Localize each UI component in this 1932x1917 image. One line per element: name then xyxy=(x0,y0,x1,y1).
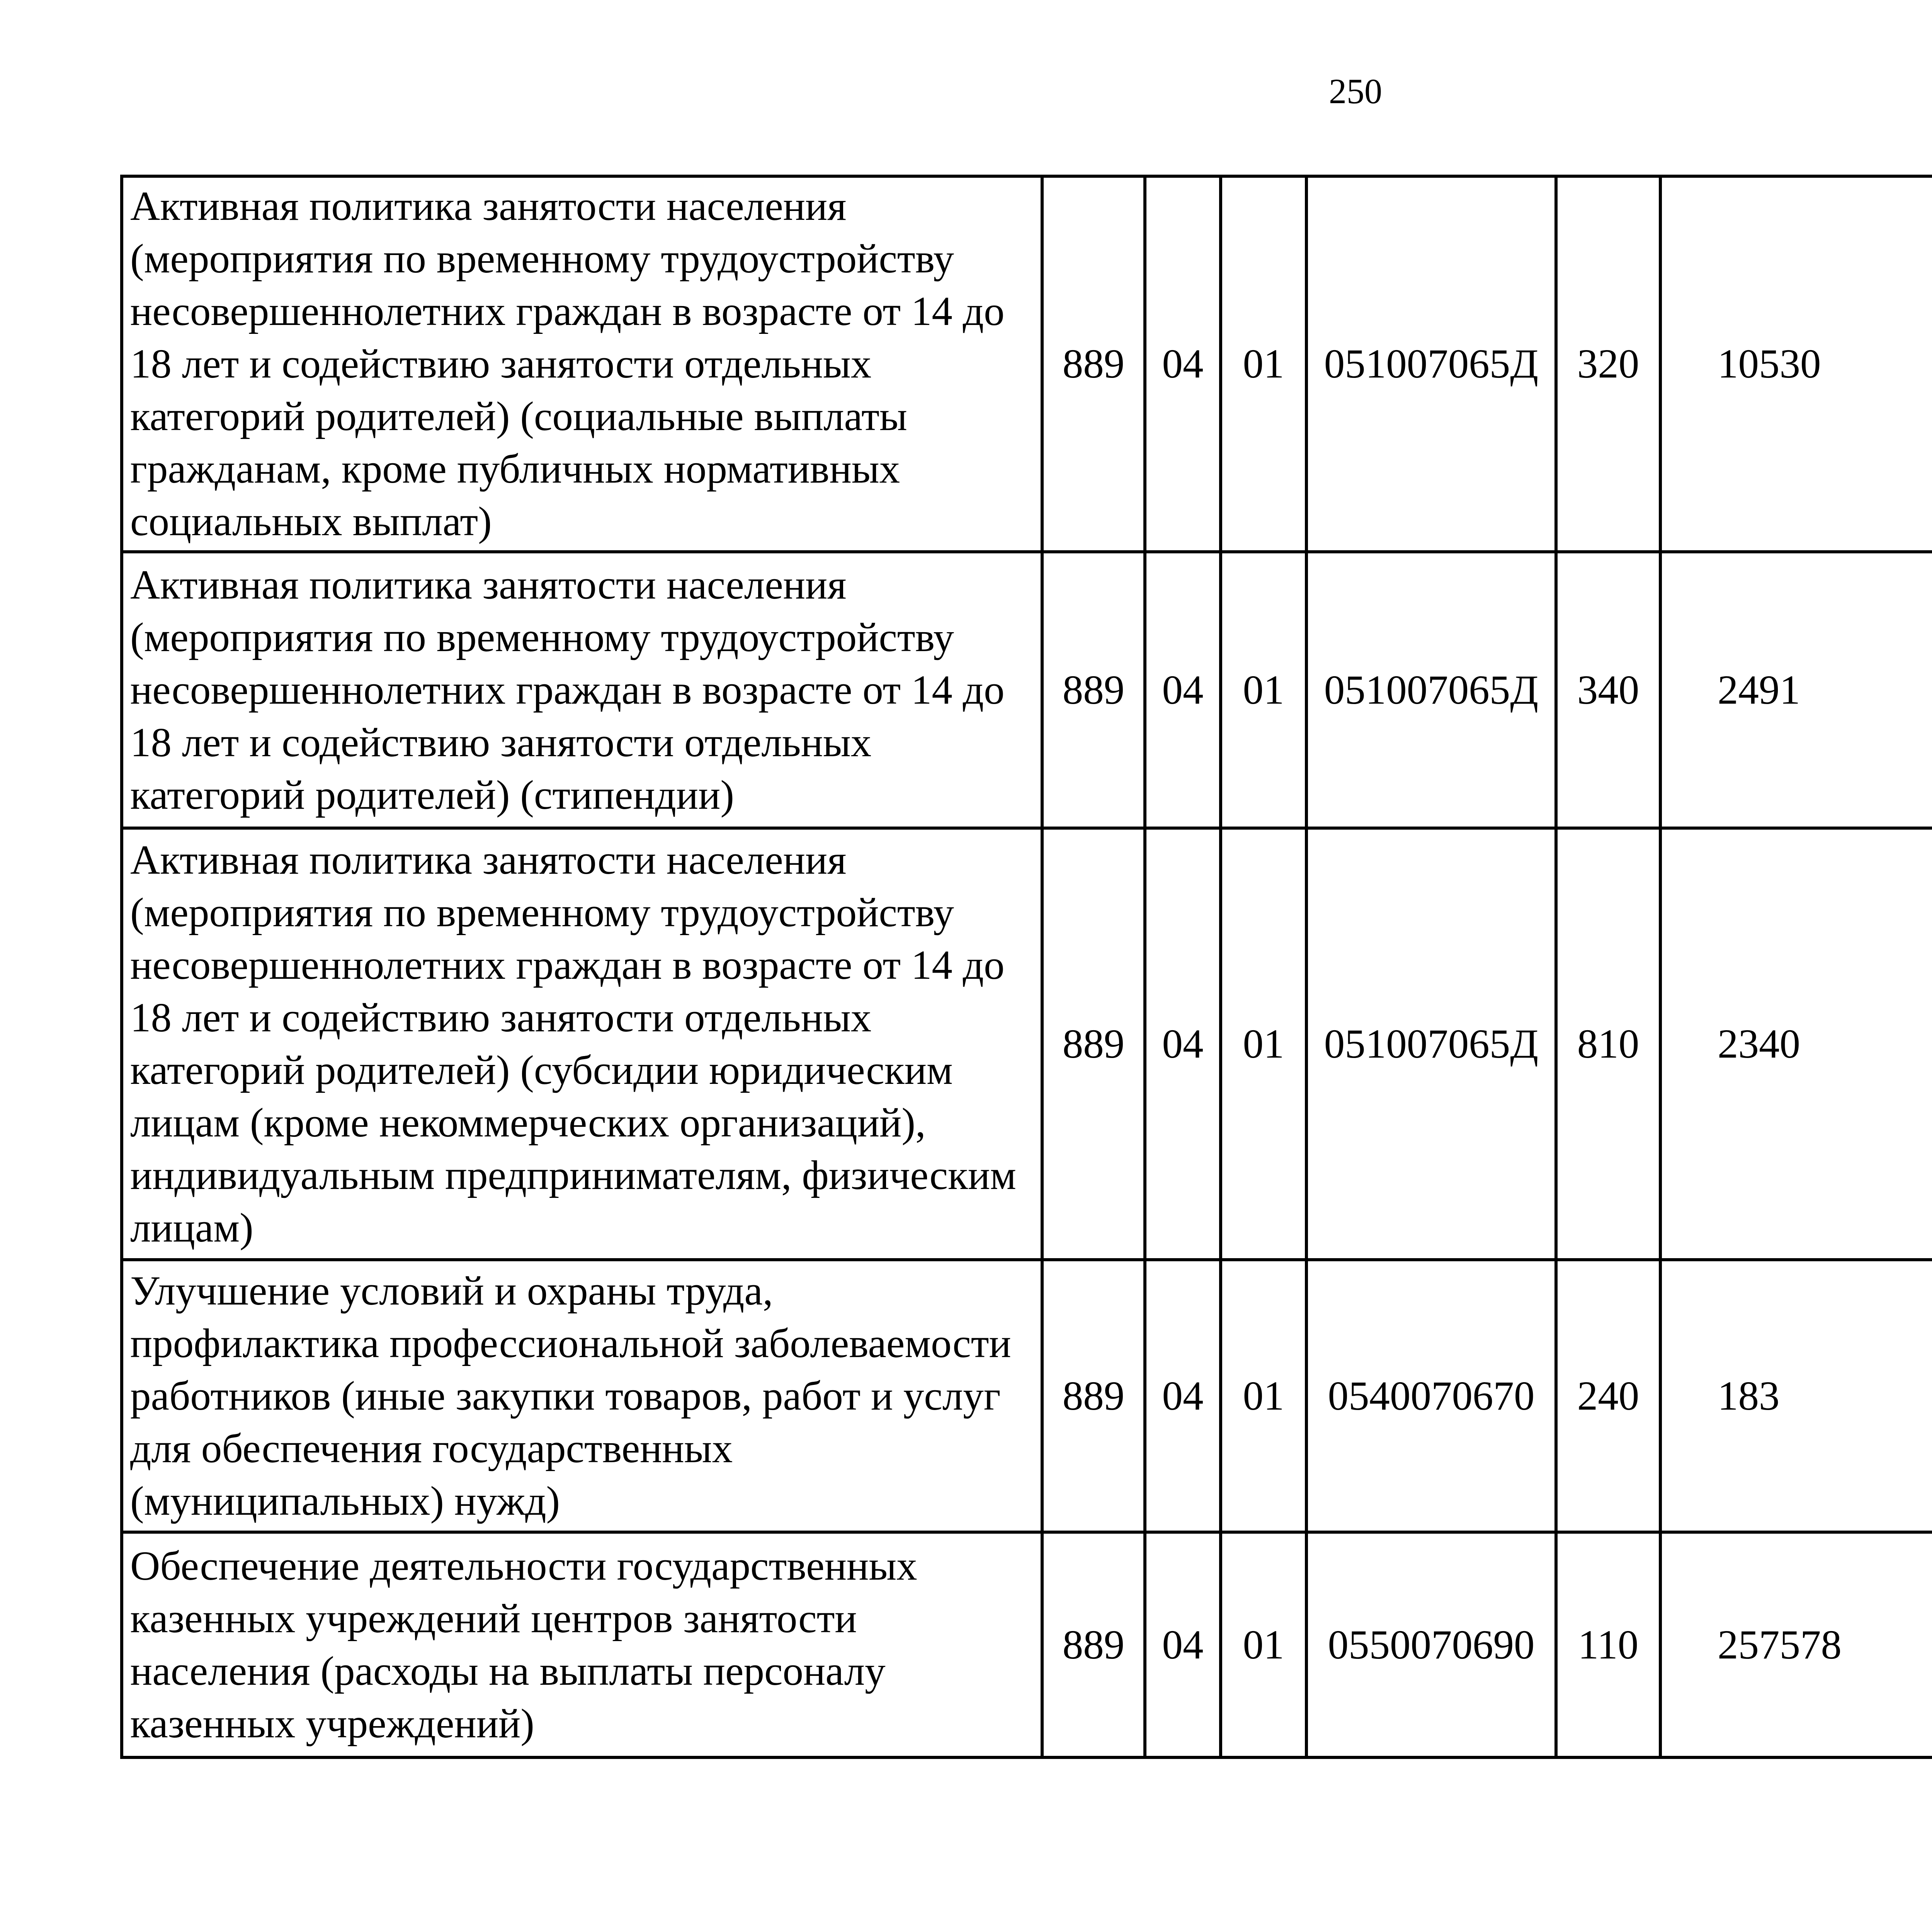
expense-type-code: 240 xyxy=(1556,1260,1660,1532)
table-row xyxy=(122,552,1932,828)
row-description: Активная политика занятости населения (мероприятия по временному трудоустройству несовершеннолетних граждан в возрасте от 14 до 18 лет и содействию занятости отдельных категорий родителей) (социальные выплаты гражданам, кроме публичных нормативных социальных выплат) xyxy=(122,176,1042,552)
subsection-code: 01 xyxy=(1221,1260,1306,1532)
subsection-code: 01 xyxy=(1221,552,1306,828)
ministry-code: 889 xyxy=(1042,1260,1145,1532)
target-article-code: 0550070690 xyxy=(1306,1532,1556,1757)
expense-type-code: 320 xyxy=(1556,176,1660,552)
amount-year-1: 257578 xyxy=(1660,1532,1932,1757)
section-code: 04 xyxy=(1145,1532,1221,1757)
section-code: 04 xyxy=(1145,1260,1221,1532)
subsection-code: 01 xyxy=(1221,1532,1306,1757)
ministry-code: 889 xyxy=(1042,552,1145,828)
row-description: Активная политика занятости населения (мероприятия по временному трудоустройству несовершеннолетних граждан в возрасте от 14 до 18 лет и содействию занятости отдельных категорий родителей) (субсидии юридическим лицам (кроме некоммерческих организаций), индивидуальным предпринимателям, физическим лицам) xyxy=(122,828,1042,1260)
amount-year-1: 2340 xyxy=(1660,828,1932,1260)
table-row xyxy=(122,176,1932,552)
section-code: 04 xyxy=(1145,552,1221,828)
row-description: Улучшение условий и охраны труда, профилактика профессиональной заболеваемости работников (иные закупки товаров, работ и услуг для обеспечения государственных (муниципальных) нужд) xyxy=(122,1260,1042,1532)
amount-year-1: 2491 xyxy=(1660,552,1932,828)
table-row xyxy=(122,1532,1932,1757)
expense-type-code: 810 xyxy=(1556,828,1660,1260)
ministry-code: 889 xyxy=(1042,176,1145,552)
budget-table xyxy=(120,175,1932,1759)
amount-year-1: 183 xyxy=(1660,1260,1932,1532)
table-row xyxy=(122,1260,1932,1532)
target-article-code: 0540070670 xyxy=(1306,1260,1556,1532)
page-number: 250 xyxy=(1329,71,1382,111)
subsection-code: 01 xyxy=(1221,828,1306,1260)
ministry-code: 889 xyxy=(1042,828,1145,1260)
ministry-code: 889 xyxy=(1042,1532,1145,1757)
amount-year-1: 10530 xyxy=(1660,176,1932,552)
target-article-code: 051007065Д xyxy=(1306,552,1556,828)
section-code: 04 xyxy=(1145,828,1221,1260)
table-row xyxy=(122,828,1932,1260)
row-description: Обеспечение деятельности государственных казенных учреждений центров занятости населения (расходы на выплаты персоналу казенных учреждений) xyxy=(122,1532,1042,1757)
expense-type-code: 110 xyxy=(1556,1532,1660,1757)
section-code: 04 xyxy=(1145,176,1221,552)
row-description: Активная политика занятости населения (мероприятия по временному трудоустройству несовершеннолетних граждан в возрасте от 14 до 18 лет и содействию занятости отдельных категорий родителей) (стипендии) xyxy=(122,552,1042,828)
subsection-code: 01 xyxy=(1221,176,1306,552)
target-article-code: 051007065Д xyxy=(1306,176,1556,552)
target-article-code: 051007065Д xyxy=(1306,828,1556,1260)
expense-type-code: 340 xyxy=(1556,552,1660,828)
